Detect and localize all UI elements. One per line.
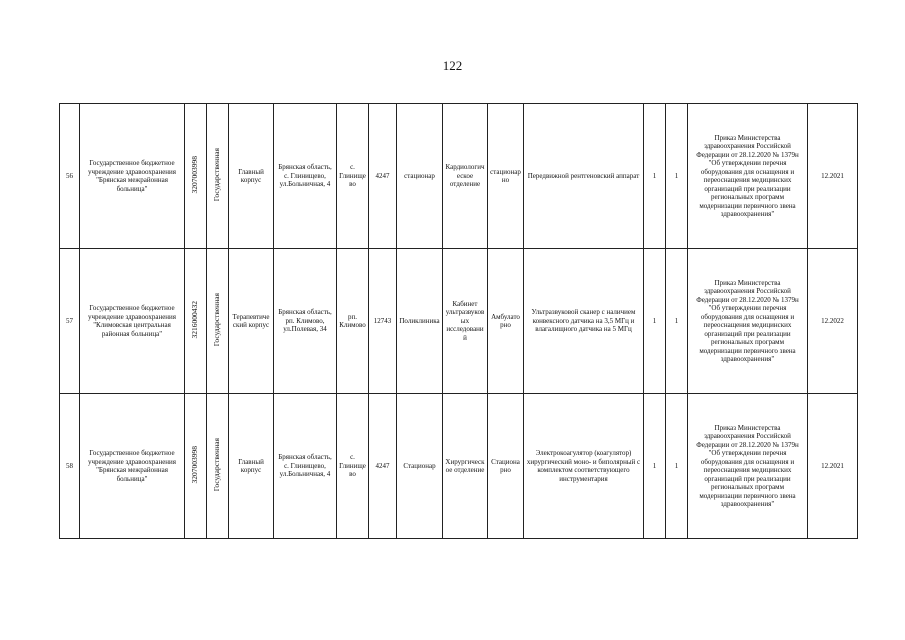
cell-row-number: 56 bbox=[60, 104, 80, 249]
cell-code: 4247 bbox=[369, 104, 397, 249]
table-row bbox=[60, 104, 858, 249]
cell-basis: Приказ Министерства здравоохранения Российской Федерации от 28.12.2020 № 1379н "Об утверждении перечня оборудования для оснащения и переоснащения медицинских организаций при реализации региональных программ модернизации первичного звена здравоохранения" bbox=[688, 104, 808, 249]
cell-care-type: стационарно bbox=[488, 104, 524, 249]
cell-basis: Приказ Министерства здравоохранения Российской Федерации от 28.12.2020 № 1379н "Об утверждении перечня оборудования для оснащения и переоснащения медицинских организаций при реализации региональных программ модернизации первичного звена здравоохранения" bbox=[688, 249, 808, 394]
ownership-text: Государственная bbox=[212, 148, 222, 202]
inn-text: 3207003998 bbox=[190, 446, 200, 484]
cell-care-type: Стационарно bbox=[488, 394, 524, 539]
inn-text: 3207003998 bbox=[190, 156, 200, 194]
cell-building: Главный корпус bbox=[229, 394, 274, 539]
cell-department: Хирургическое отделение bbox=[443, 394, 488, 539]
ownership-text: Государственная bbox=[212, 438, 222, 492]
cell-equipment: Электрокоагулятор (коагулятор) хирургический моно- и биполярный с комплектом соответствующего инструментария bbox=[524, 394, 644, 539]
cell-ownership bbox=[207, 104, 229, 249]
cell-organization: Государственное бюджетное учреждение здравоохранения "Климовская центральная районная больница" bbox=[80, 249, 185, 394]
table-row bbox=[60, 394, 858, 539]
cell-code: 12743 bbox=[369, 249, 397, 394]
cell-ownership bbox=[207, 249, 229, 394]
cell-address: Брянская область, рп. Климово, ул.Полевая, 34 bbox=[274, 249, 337, 394]
cell-locality: с. Глинищево bbox=[337, 104, 369, 249]
cell-qty1: 1 bbox=[644, 104, 666, 249]
cell-ownership bbox=[207, 394, 229, 539]
cell-row-number: 58 bbox=[60, 394, 80, 539]
cell-equipment: Передвижной рентгеновский аппарат bbox=[524, 104, 644, 249]
equipment-table bbox=[59, 103, 858, 539]
cell-department: Кардиологическое отделение bbox=[443, 104, 488, 249]
cell-qty2: 1 bbox=[666, 394, 688, 539]
cell-unit-type: Поликлиника bbox=[397, 249, 443, 394]
cell-date: 12.2021 bbox=[808, 394, 858, 539]
table-row bbox=[60, 249, 858, 394]
cell-department: Кабинет ультразвуковых исследований bbox=[443, 249, 488, 394]
cell-organization: Государственное бюджетное учреждение здравоохранения "Брянская межрайонная больница" bbox=[80, 104, 185, 249]
cell-inn bbox=[185, 104, 207, 249]
inn-text: 3216000432 bbox=[190, 301, 200, 339]
cell-qty1: 1 bbox=[644, 394, 666, 539]
cell-code: 4247 bbox=[369, 394, 397, 539]
cell-date: 12.2021 bbox=[808, 104, 858, 249]
cell-address: Брянская область, с. Глинищево, ул.Больничная, 4 bbox=[274, 104, 337, 249]
cell-organization: Государственное бюджетное учреждение здравоохранения "Брянская межрайонная больница" bbox=[80, 394, 185, 539]
cell-inn bbox=[185, 394, 207, 539]
cell-locality: рп. Климово bbox=[337, 249, 369, 394]
cell-locality: с. Глинищево bbox=[337, 394, 369, 539]
cell-unit-type: стационар bbox=[397, 104, 443, 249]
cell-inn bbox=[185, 249, 207, 394]
cell-qty1: 1 bbox=[644, 249, 666, 394]
cell-unit-type: Стационар bbox=[397, 394, 443, 539]
cell-address: Брянская область, с. Глинищево, ул.Больничная, 4 bbox=[274, 394, 337, 539]
page-number: 122 bbox=[442, 58, 463, 73]
cell-qty2: 1 bbox=[666, 249, 688, 394]
cell-qty2: 1 bbox=[666, 104, 688, 249]
cell-equipment: Ультразвуковой сканер с наличием конвексного датчика на 3,5 МГц и влагалищного датчика на 5 МГц bbox=[524, 249, 644, 394]
ownership-text: Государственная bbox=[212, 293, 222, 347]
cell-date: 12.2022 bbox=[808, 249, 858, 394]
cell-care-type: Амбулаторно bbox=[488, 249, 524, 394]
cell-basis: Приказ Министерства здравоохранения Российской Федерации от 28.12.2020 № 1379н "Об утверждении перечня оборудования для оснащения и переоснащения медицинских организаций при реализации региональных программ модернизации первичного звена здравоохранения" bbox=[688, 394, 808, 539]
cell-building: Терапевтический корпус bbox=[229, 249, 274, 394]
cell-building: Главный корпус bbox=[229, 104, 274, 249]
cell-row-number: 57 bbox=[60, 249, 80, 394]
